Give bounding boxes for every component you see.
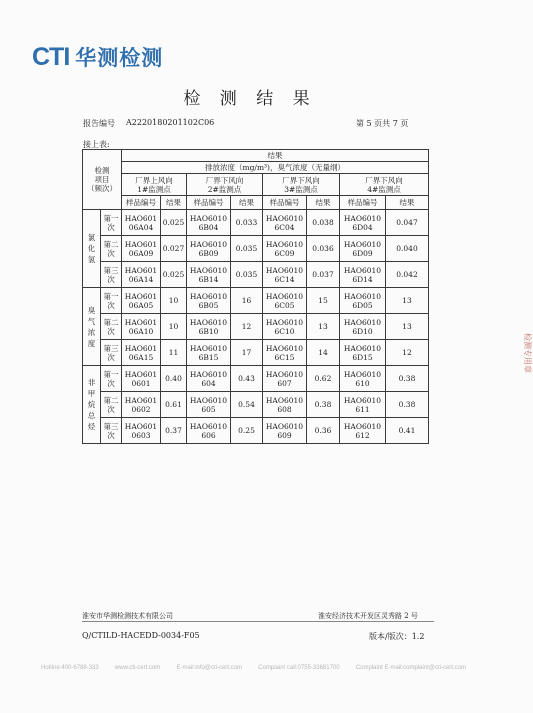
footer-contacts: [41, 665, 466, 671]
sample-id-part: HAO601: [124, 369, 158, 379]
sample-id-cell: [122, 340, 161, 366]
sample-id-cell: [263, 392, 307, 418]
footer-doc-code: Q/CTILD-HACEDD-0034-F05: [82, 631, 200, 640]
result-value-cell: 13: [307, 314, 340, 340]
point-number: 2#监测点: [207, 184, 242, 194]
sample-id-part: 6C04: [274, 222, 295, 232]
footer-version: 版本/版次：1.2: [369, 632, 425, 641]
report-number-label: 报告编号: [83, 119, 115, 128]
result-value-cell: 0.62: [307, 366, 340, 392]
sample-id-cell: [263, 210, 307, 236]
sample-id-part: HAO601: [124, 395, 158, 405]
point-name: 厂界上风向: [135, 175, 173, 185]
result-value-cell: 0.035: [231, 262, 263, 288]
header-row-subtitle: [83, 162, 429, 174]
hotline-text: Hotline:400-6788-333: [41, 665, 99, 671]
table-row: [83, 262, 429, 288]
item-header-line: （频次）: [87, 184, 117, 193]
table-row: [83, 288, 429, 314]
sample-id-part: 6C15: [274, 352, 295, 362]
result-value-cell: 0.61: [161, 392, 187, 418]
frequency-cell: 第一次: [101, 288, 122, 314]
point-number: 3#监测点: [284, 184, 318, 194]
result-value-cell: 10: [161, 288, 187, 314]
sample-id-cell: [263, 340, 307, 366]
sample-id-cell: [187, 366, 231, 392]
sample-col-header: 样品编号: [263, 196, 307, 210]
result-subtitle: 排放浓度（mg/m³)，臭气浓度（无量纲）: [122, 162, 429, 174]
sample-id-part: HAO6010: [343, 369, 382, 379]
sample-id-part: HAO6010: [265, 317, 304, 327]
sample-id-part: 06A10: [128, 326, 154, 336]
sample-id-part: 605: [201, 404, 216, 414]
sample-id-part: HAO601: [124, 421, 158, 431]
point-header-1: [122, 174, 187, 196]
result-col-header: 结果: [386, 196, 429, 210]
result-value-cell: 0.36: [307, 418, 340, 444]
item-name-cell: [83, 366, 101, 444]
frequency-cell: 第三次: [101, 340, 122, 366]
sample-id-cell: [122, 366, 161, 392]
sample-id-part: 610: [355, 378, 370, 388]
sample-id-part: 6C09: [274, 248, 295, 258]
point-name: 厂界下风向: [365, 175, 403, 185]
sample-id-part: HAO6010: [343, 291, 382, 301]
result-value-cell: 0.38: [386, 392, 429, 418]
email-text: E-mail:info@cti-cert.com: [176, 665, 242, 671]
sample-id-part: HAO601: [124, 317, 158, 327]
sample-id-part: HAO6010: [343, 239, 382, 249]
frequency-cell: 第一次: [101, 210, 122, 236]
sample-id-part: 6B04: [198, 222, 219, 232]
table-row: [83, 236, 429, 262]
sample-id-part: HAO6010: [343, 395, 382, 405]
result-value-cell: 16: [231, 288, 263, 314]
sample-id-cell: [187, 392, 231, 418]
sample-id-cell: [263, 236, 307, 262]
sample-id-cell: [187, 236, 231, 262]
sample-id-part: HAO6010: [343, 421, 382, 431]
result-value-cell: 0.040: [386, 236, 429, 262]
sample-id-part: HAO601: [124, 213, 158, 223]
item-name-cell: [83, 210, 101, 288]
sample-id-part: 6D10: [352, 326, 373, 336]
item-name: 氯 化 氢: [87, 233, 96, 264]
result-value-cell: 0.042: [386, 262, 429, 288]
result-value-cell: 0.025: [161, 210, 187, 236]
result-value-cell: 15: [307, 288, 340, 314]
sample-id-cell: [187, 340, 231, 366]
sample-id-part: HAO6010: [265, 265, 304, 275]
sample-id-part: HAO6010: [189, 343, 228, 353]
sample-id-part: HAO6010: [265, 213, 304, 223]
result-value-cell: 0.027: [161, 236, 187, 262]
sample-id-part: HAO6010: [189, 291, 228, 301]
point-number: 1#监测点: [137, 184, 171, 194]
sample-id-part: HAO6010: [265, 239, 304, 249]
sample-id-cell: [187, 288, 231, 314]
sample-id-cell: [122, 418, 161, 444]
report-number: A2220180201102C06: [126, 118, 215, 127]
footer-address: 淮安经济技术开发区灵秀路 2 号: [318, 612, 418, 620]
sample-id-part: 06A15: [128, 352, 154, 362]
sample-id-part: HAO6010: [265, 395, 304, 405]
logo-chinese-text: 华测检测: [75, 46, 164, 70]
sample-id-part: 6B05: [198, 300, 219, 310]
result-value-cell: 10: [161, 314, 187, 340]
item-name-cell: [83, 288, 101, 366]
sample-id-part: 6B15: [198, 352, 219, 362]
sample-id-part: HAO601: [124, 291, 158, 301]
result-value-cell: 0.38: [307, 392, 340, 418]
sample-id-cell: [263, 418, 307, 444]
item-header-line: 检测: [94, 166, 110, 175]
sample-id-cell: [187, 314, 231, 340]
result-value-cell: 0.40: [161, 366, 187, 392]
sample-id-part: HAO6010: [189, 213, 228, 223]
header-row-columns: [83, 196, 429, 210]
sample-id-cell: [187, 210, 231, 236]
company-logo: [32, 44, 163, 70]
sample-id-part: HAO6010: [189, 369, 228, 379]
table-row: [83, 418, 429, 444]
sample-id-part: HAO6010: [189, 265, 228, 275]
result-value-cell: 0.037: [307, 262, 340, 288]
sample-col-header: 样品编号: [340, 196, 386, 210]
result-value-cell: 13: [386, 288, 429, 314]
sample-id-part: HAO6010: [189, 239, 228, 249]
table-row: [83, 392, 429, 418]
sample-id-cell: [122, 392, 161, 418]
sample-id-part: HAO6010: [265, 421, 304, 431]
sample-col-header: 样品编号: [187, 196, 231, 210]
frequency-cell: 第二次: [101, 314, 122, 340]
sample-id-cell: [340, 392, 386, 418]
sample-id-cell: [340, 262, 386, 288]
complaint-email-text: Complaint E-mail:complaint@cti-cert.com: [355, 665, 466, 671]
sample-id-part: 6D15: [352, 352, 373, 362]
sample-id-part: HAO6010: [343, 265, 382, 275]
result-header: 结果: [122, 150, 429, 162]
sample-id-cell: [187, 418, 231, 444]
sample-id-part: HAO6010: [343, 213, 382, 223]
sample-id-cell: [340, 210, 386, 236]
point-name: 厂界下风向: [282, 175, 320, 185]
inspection-stamp: 检测专用章: [523, 333, 532, 373]
point-name: 厂界下风向: [205, 175, 244, 185]
result-value-cell: 0.41: [386, 418, 429, 444]
result-value-cell: 13: [386, 314, 429, 340]
website-text: www.cti-cert.com: [114, 665, 161, 671]
sample-id-part: 604: [201, 378, 216, 388]
item-name: 臭 气 浓 度: [87, 305, 96, 348]
sample-id-cell: [340, 314, 386, 340]
sample-id-part: HAO6010: [343, 343, 382, 353]
sample-id-part: 06A04: [128, 222, 154, 232]
sample-id-part: HAO6010: [265, 291, 304, 301]
table-row: [83, 340, 429, 366]
result-value-cell: 0.025: [161, 262, 187, 288]
continued-label: 接上表:: [83, 140, 110, 149]
sample-id-part: HAO601: [124, 265, 158, 275]
header-row-result: [83, 150, 429, 162]
sample-id-cell: [340, 340, 386, 366]
sample-id-part: HAO6010: [265, 343, 304, 353]
sample-id-part: 6B10: [198, 326, 219, 336]
header-row-points: [83, 174, 429, 196]
frequency-cell: 第一次: [101, 366, 122, 392]
sample-id-part: 06A05: [128, 300, 154, 310]
result-value-cell: 0.035: [231, 236, 263, 262]
sample-id-part: HAO6010: [189, 421, 228, 431]
sample-id-part: 606: [201, 430, 216, 440]
frequency-cell: 第三次: [101, 418, 122, 444]
sample-id-part: HAO6010: [189, 395, 228, 405]
sample-id-part: 6C14: [274, 274, 295, 284]
frequency-cell: 第二次: [101, 236, 122, 262]
item-name: 非 甲 烷 总 烃: [87, 378, 96, 431]
result-value-cell: 0.37: [161, 418, 187, 444]
sample-col-header: 样品编号: [122, 196, 161, 210]
result-col-header: 结果: [231, 196, 263, 210]
table-row: [83, 366, 429, 392]
sample-id-cell: [122, 262, 161, 288]
sample-id-cell: [122, 236, 161, 262]
sample-id-part: 0601: [131, 378, 151, 388]
sample-id-part: 6B09: [198, 248, 219, 258]
sample-id-part: 6C05: [274, 300, 295, 310]
sample-id-cell: [340, 366, 386, 392]
item-header-cell: [83, 150, 122, 210]
result-col-header: 结果: [161, 196, 187, 210]
result-col-header: 结果: [307, 196, 340, 210]
result-value-cell: 12: [386, 340, 429, 366]
table-row: [83, 210, 429, 236]
result-value-cell: 0.036: [307, 236, 340, 262]
complaint-call-text: Complaint call:0755-33681700: [258, 665, 340, 671]
sample-id-part: HAO601: [124, 343, 158, 353]
sample-id-part: 609: [277, 430, 292, 440]
page-title: 检 测 结 果: [183, 89, 317, 109]
sample-id-part: 6C10: [274, 326, 295, 336]
sample-id-part: 608: [277, 404, 292, 414]
result-value-cell: 11: [161, 340, 187, 366]
result-value-cell: 0.43: [231, 366, 263, 392]
sample-id-cell: [340, 288, 386, 314]
result-value-cell: 17: [231, 340, 263, 366]
footer-divider: [82, 621, 434, 622]
result-value-cell: 0.54: [231, 392, 263, 418]
result-value-cell: 0.38: [386, 366, 429, 392]
sample-id-part: 06A09: [128, 248, 154, 258]
point-header-2: [187, 174, 263, 196]
sample-id-part: 6B14: [198, 274, 219, 284]
point-number: 4#监测点: [367, 184, 401, 194]
sample-id-part: 612: [355, 430, 370, 440]
sample-id-part: 0602: [131, 404, 151, 414]
sample-id-cell: [122, 314, 161, 340]
result-value-cell: 12: [231, 314, 263, 340]
item-header-line: 项目: [94, 175, 110, 184]
sample-id-part: 607: [277, 378, 292, 388]
sample-id-part: HAO6010: [189, 317, 228, 327]
sample-id-part: 6D14: [352, 274, 373, 284]
result-value-cell: 0.038: [307, 210, 340, 236]
sample-id-part: HAO6010: [343, 317, 382, 327]
point-header-4: [340, 174, 429, 196]
sample-id-cell: [122, 288, 161, 314]
sample-id-part: 6D09: [352, 248, 373, 258]
results-body: [83, 210, 429, 444]
result-value-cell: 0.033: [231, 210, 263, 236]
sample-id-cell: [340, 236, 386, 262]
result-value-cell: 14: [307, 340, 340, 366]
sample-id-cell: [263, 314, 307, 340]
sample-id-part: HAO601: [124, 239, 158, 249]
result-value-cell: 0.25: [231, 418, 263, 444]
sample-id-part: 06A14: [128, 274, 154, 284]
sample-id-cell: [263, 366, 307, 392]
sample-id-cell: [122, 210, 161, 236]
frequency-cell: 第二次: [101, 392, 122, 418]
sample-id-part: 611: [355, 404, 370, 414]
frequency-cell: 第三次: [101, 262, 122, 288]
footer-company: 淮安市华测检测技术有限公司: [82, 612, 173, 620]
sample-id-cell: [340, 418, 386, 444]
sample-id-part: 0603: [131, 430, 151, 440]
sample-id-part: 6D05: [352, 300, 373, 310]
results-table: [82, 149, 429, 444]
sample-id-cell: [263, 262, 307, 288]
sample-id-cell: [187, 262, 231, 288]
sample-id-part: 6D04: [352, 222, 373, 232]
page-number: 第 5 页共 7 页: [356, 119, 409, 128]
result-value-cell: 0.047: [386, 210, 429, 236]
logo-cti-text: CTI: [32, 42, 70, 71]
point-header-3: [263, 174, 340, 196]
sample-id-part: HAO6010: [265, 369, 304, 379]
table-row: [83, 314, 429, 340]
sample-id-cell: [263, 288, 307, 314]
